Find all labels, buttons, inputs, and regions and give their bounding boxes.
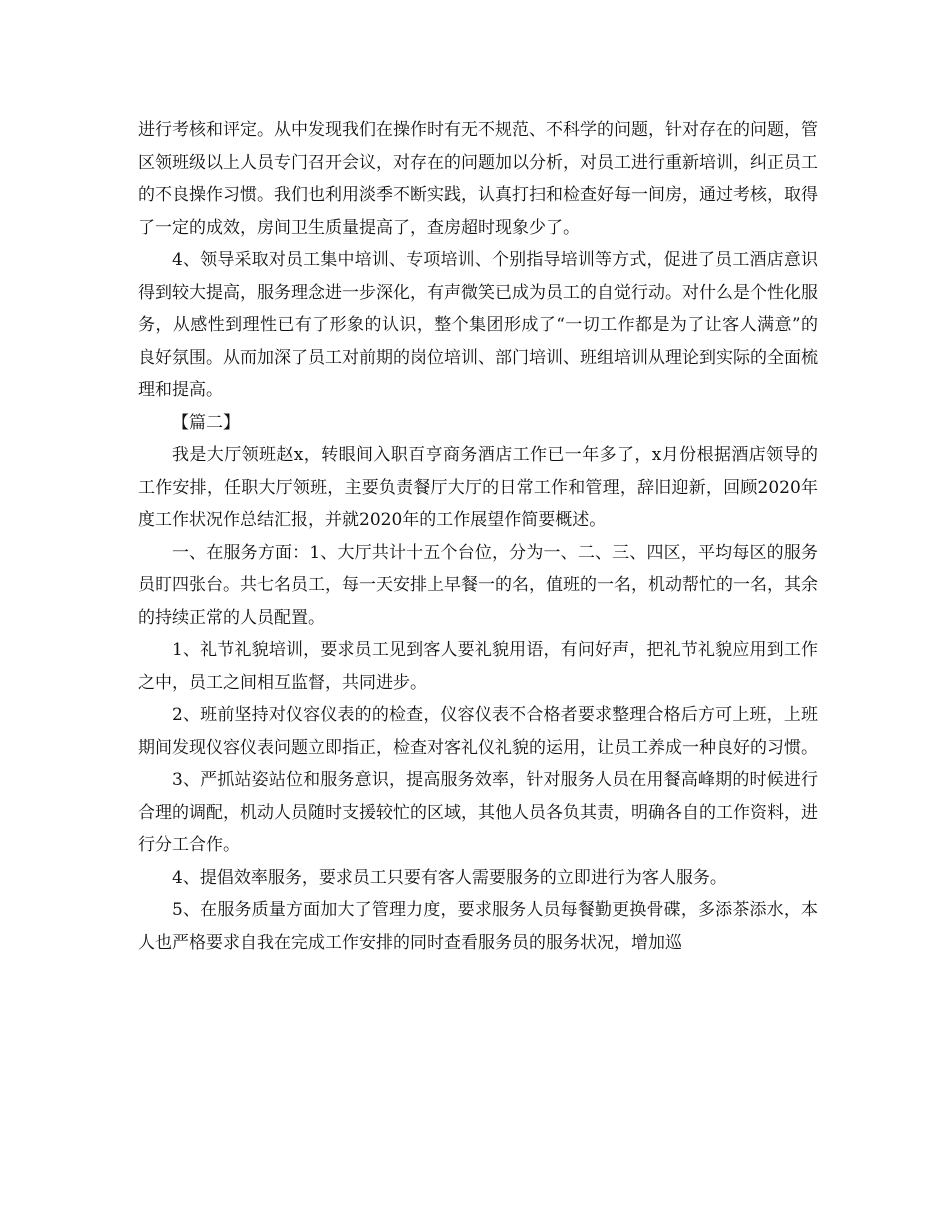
paragraph-item-3-posture: 3、严抓站姿站位和服务意识，提高服务效率，针对服务人员在用餐高峰期的时候进行合理的调配，机动人员随时支援较忙的区域，其他人员各负其责，明确各自的工作资料，进行分工合作。 — [138, 770, 818, 855]
paragraph-item-4-training: 4、领导采取对员工集中培训、专项培训、个别指导培训等方式，促进了员工酒店意识得到较大提高，服务理念进一步深化，有声微笑已成为员工的自觉行动。对什么是个性化服务，从感性到理性已有了形象的认识，整个集团形成了“一切工作都是为了让客人满意”的良好氛围。从而加深了员工对前期的岗位培训、部门培训、班组培训从理论到实际的全面梳理和提高。 — [138, 250, 818, 400]
section-heading: 【篇二】 — [172, 412, 240, 433]
paragraph-continuation: 进行考核和评定。从中发现我们在操作时有无不规范、不科学的问题，针对存在的问题，管区领班级以上人员专门召开会议，对存在的问题加以分析，对员工进行重新培训，纠正员工的不良操作习惯。我们也利用淡季不断实践，认真打扫和检查好每一间房，通过考核，取得了一定的成效，房间卫生质量提高了，查房超时现象少了。 — [138, 120, 818, 238]
document-body — [138, 114, 818, 959]
paragraph-item-2-appearance: 2、班前坚持对仪容仪表的的检查，仪容仪表不合格者要求整理合格后方可上班，上班期间发现仪容仪表问题立即指正，检查对客礼仪礼貌的运用，让员工养成一种良好的习惯。 — [138, 705, 818, 758]
paragraph-item-1-etiquette: 1、礼节礼貌培训，要求员工见到客人要礼貌用语，有问好声，把礼节礼貌应用到工作之中，员工之间相互监督，共同进步。 — [138, 640, 818, 693]
paragraph-item-4-efficiency: 4、提倡效率服务，要求员工只要有客人需要服务的立即进行为客人服务。 — [172, 867, 727, 888]
paragraph-intro: 我是大厅领班赵x，转眼间入职百亨商务酒店工作已一年多了，x月份根据酒店领导的工作安排，任职大厅领班，主要负责餐厅大厅的日常工作和管理，辞旧迎新，回顾2020年度工作状况作总结汇报，并就2020年的工作展望作简要概述。 — [138, 445, 818, 530]
paragraph-service-overview: 一、在服务方面：1、大厅共计十五个台位，分为一、二、三、四区，平均每区的服务员盯四张台。共七名员工，每一天安排上早餐一的名，值班的一名，机动帮忙的一名，其余的持续正常的人员配置。 — [138, 542, 818, 628]
paragraph-item-5-quality: 5、在服务质量方面加大了管理力度，要求服务人员每餐勤更换骨碟，多添茶添水，本人也严格要求自我在完成工作安排的同时查看服务员的服务状况，增加巡 — [138, 900, 818, 953]
